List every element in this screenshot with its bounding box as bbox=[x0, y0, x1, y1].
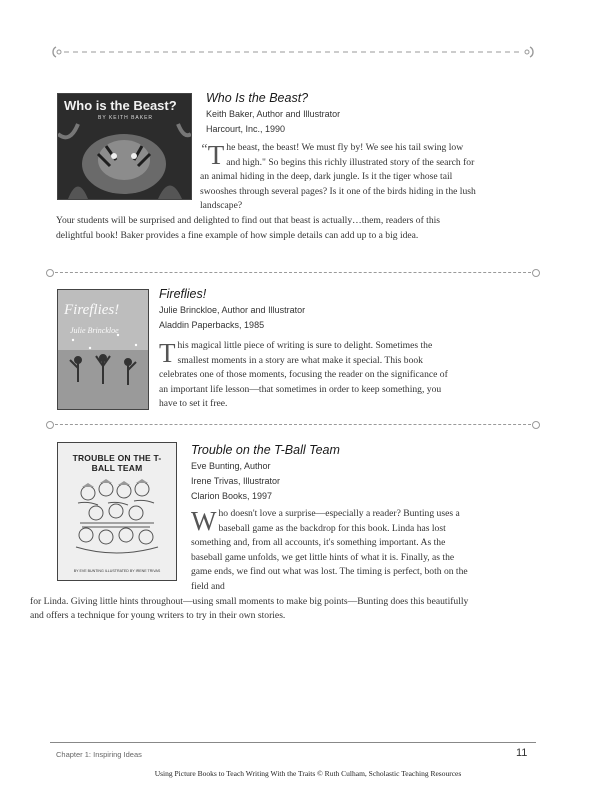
description-continuation: Your students will be surprised and delighted to find out that beast is actually…them, readers of this delightful book! Baker provides a fine example of how simple details can add up to a big idea. bbox=[56, 214, 441, 241]
divider-knob-icon bbox=[532, 421, 540, 429]
book-meta bbox=[191, 459, 280, 504]
book-title: Fireflies! bbox=[159, 287, 207, 301]
cover-title: Who is the Beast? bbox=[64, 98, 177, 113]
top-divider bbox=[50, 44, 536, 60]
book-cover-fireflies bbox=[57, 289, 149, 410]
drop-cap: T bbox=[159, 338, 176, 368]
description-continuation: for Linda. Giving little hints throughout—using small moments to make big points—Bunting does this beautifully and offers a technique for young writers to try in their own stories. bbox=[30, 595, 469, 622]
publisher-line: Clarion Books, 1997 bbox=[191, 491, 273, 501]
description-text bbox=[56, 141, 476, 214]
cover-subtitle: Julie Brinckloe bbox=[70, 326, 119, 335]
description-text bbox=[159, 339, 449, 412]
quote-mark: “ bbox=[200, 142, 208, 157]
cover-subtitle: BY KEITH BAKER bbox=[98, 115, 154, 121]
book-title: Who Is the Beast? bbox=[206, 91, 309, 105]
book-description bbox=[56, 141, 476, 243]
section-divider bbox=[50, 424, 536, 425]
cover-title: Fireflies! bbox=[64, 302, 120, 318]
section-divider bbox=[50, 272, 536, 273]
drop-cap: T bbox=[207, 140, 225, 170]
chapter-label: Chapter 1: Inspiring Ideas bbox=[56, 750, 142, 759]
description-lead: he beast, the beast! We must fly by! We see his tail swing low and high." So begins this richly illustrated story of the search for an animal hiding in the deep, dark jungle. Is it the tiger whose tail swooshes through several pages? Is it one of the birds hiding in the lush landscape? bbox=[200, 142, 476, 212]
divider-knob-icon bbox=[532, 269, 540, 277]
divider-knob-icon bbox=[46, 421, 54, 429]
footer-rule bbox=[50, 742, 536, 743]
author-line: Julie Brinckloe, Author and Illustrator bbox=[159, 305, 306, 315]
publisher-line: Aladdin Paperbacks, 1985 bbox=[159, 320, 265, 330]
book-meta bbox=[159, 303, 305, 333]
drop-cap: W bbox=[191, 506, 217, 536]
book-title: Trouble on the T-Ball Team bbox=[191, 443, 340, 457]
description-lead: his magical little piece of writing is sure to delight. Sometimes the smallest moments in a story are what make it special. This book celebrates one of those moments, focusing the reader on the significance of an important life lesson—that sometimes in order to keep something, you have to set it free. bbox=[159, 340, 448, 410]
author-line: Keith Baker, Author and Illustrator bbox=[206, 109, 341, 119]
book-meta bbox=[206, 107, 340, 137]
description-text bbox=[56, 507, 476, 595]
copyright-credit: Using Picture Books to Teach Writing With the Traits © Ruth Culham, Scholastic Teaching Resources bbox=[154, 769, 462, 778]
scroll-ornament-icon bbox=[50, 44, 536, 60]
book-description bbox=[159, 339, 449, 412]
illustrator-line: Irene Trivas, Illustrator bbox=[191, 476, 281, 486]
publisher-line: Harcourt, Inc., 1990 bbox=[206, 124, 286, 134]
book-description bbox=[30, 506, 476, 624]
author-line: Eve Bunting, Author bbox=[191, 461, 271, 471]
page-number: 11 bbox=[516, 747, 528, 759]
cover-subtitle: BY EVE BUNTING ILLUSTRATED BY IRENE TRIVAS bbox=[73, 569, 161, 573]
cover-title: TROUBLE ON THE T-BALL TEAM bbox=[72, 453, 162, 473]
description-lead: ho doesn't love a surprise—especially a reader? Bunting uses a baseball game as the backdrop for this book. Linda has lost something and, from all accounts, it's something important. As the baseball game unfolds, we get little hints of what it is. Finally, as the game ends, we find out what was lost. The timing is perfect, both on the field and bbox=[191, 508, 468, 592]
divider-knob-icon bbox=[46, 269, 54, 277]
